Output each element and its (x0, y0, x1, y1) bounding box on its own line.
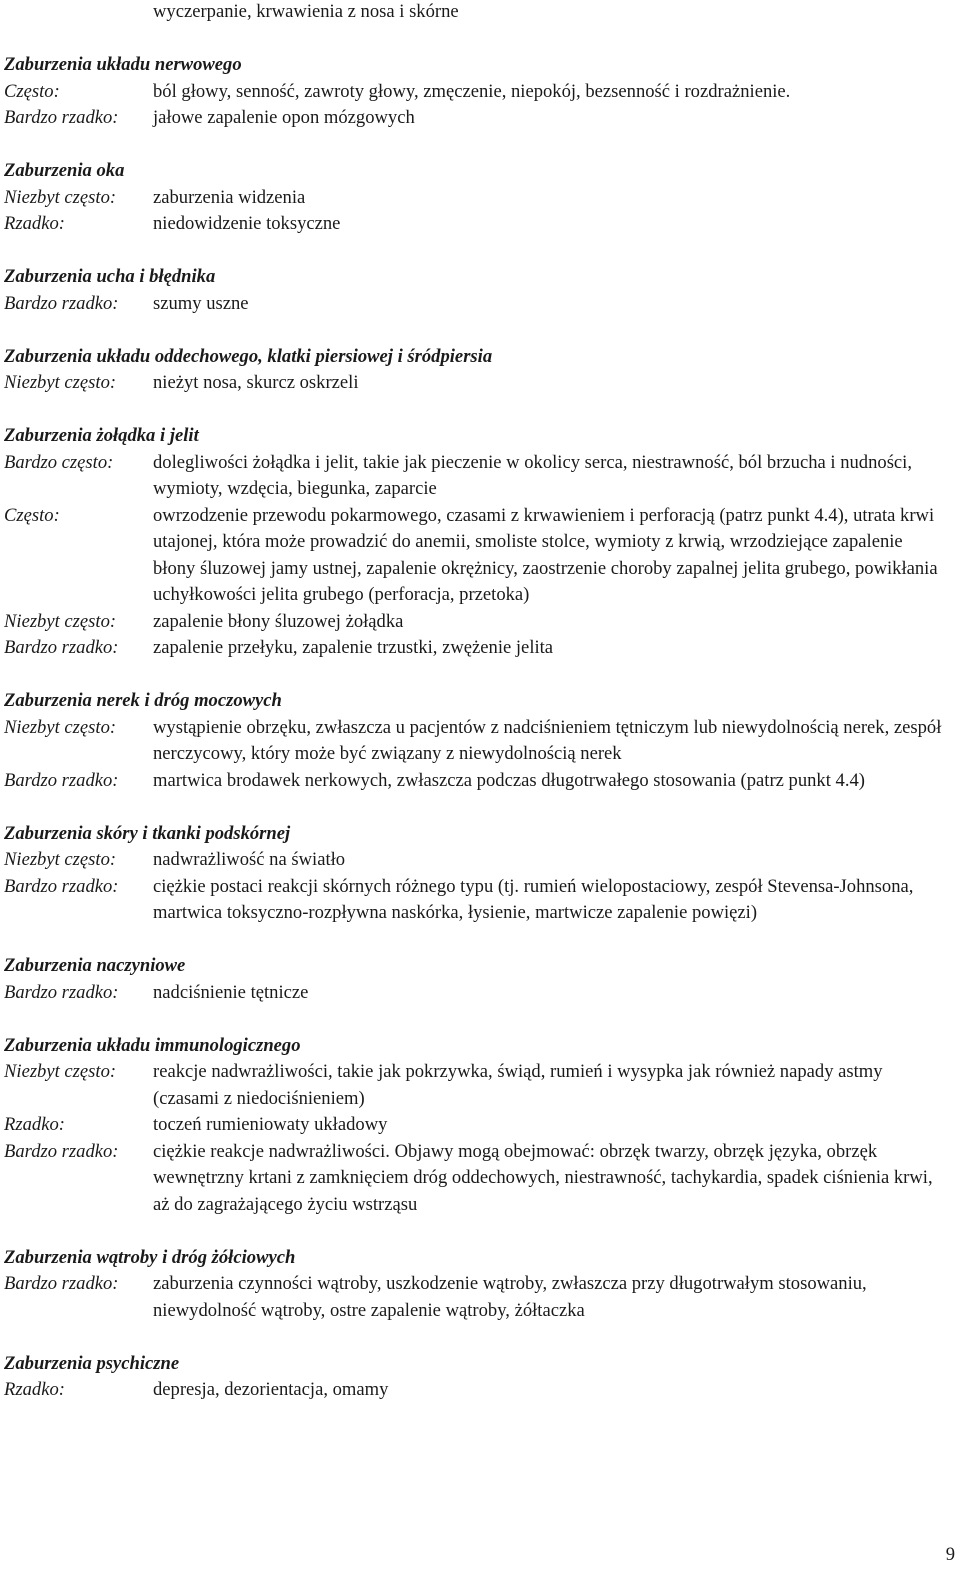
effect-description: nieżyt nosa, skurcz oskrzeli (153, 372, 359, 393)
effect-description: zapalenie przełyku, zapalenie trzustki, zwężenie jelita (153, 637, 554, 658)
effect-description: ciężkie postaci reakcji skórnych różnego typu (tj. rumień wielopostaciowy, zespół Stevensa-Johnsona, martwica toksyczno-rozpływna naskórka, łysienie, martwicze zapalenie powięzi) (153, 875, 914, 923)
effect-description: ciężkie reakcje nadwrażliwości. Objawy mogą obejmować: obrzęk twarzy, obrzęk języka, obrzęk wewnętrzny krtani z zamknięciem dróg oddechowych, niestrawność, tachykardia, spadek ciśnienia krwi, aż do zagrażającego życiu wstrząsu (153, 1140, 933, 1215)
effect-description: wystąpienie obrzęku, zwłaszcza u pacjentów z nadciśnieniem tętniczym lub niewydolnością nerek, zespół nerczycowy, który może być związany z niewydolnością nerek (153, 716, 942, 764)
effect-description: depresja, dezorientacja, omamy (153, 1379, 389, 1400)
section-heading: Zaburzenia układu oddechowego, klatki piersiowej i śródpiersia (4, 345, 493, 367)
effect-description: reakcje nadwrażliwości, takie jak pokrzywka, świąd, rumień i wysypka jak również napady astmy (czasami z niedociśnieniem) (153, 1061, 883, 1109)
frequency-entry (4, 1139, 954, 1219)
effect-description: nadwrażliwość na światło (153, 849, 346, 870)
frequency-label: Niezbyt często: (4, 372, 117, 393)
effect-description: zaburzenia widzenia (153, 186, 306, 208)
section (4, 1351, 954, 1404)
section (4, 344, 954, 397)
page-number: 9 (945, 1543, 955, 1565)
section-heading: Zaburzenia układu immunologicznego (4, 1034, 301, 1056)
frequency-entry (4, 609, 954, 636)
frequency-entry (4, 874, 954, 927)
effect-description: szumy uszne (153, 292, 249, 314)
frequency-entry (4, 1377, 954, 1404)
frequency-label: Niezbyt często: (4, 186, 117, 208)
frequency-label: Rzadko: (4, 1114, 65, 1135)
section (4, 264, 954, 317)
frequency-label: Bardzo rzadko: (4, 107, 119, 128)
frequency-label: Niezbyt często: (4, 610, 117, 632)
section-heading: Zaburzenia psychiczne (4, 1352, 180, 1374)
frequency-label: Bardzo rzadko: (4, 637, 119, 658)
frequency-label: Niezbyt często: (4, 849, 117, 870)
frequency-label: Bardzo rzadko: (4, 875, 119, 897)
frequency-entry (4, 450, 954, 503)
frequency-entry (4, 847, 954, 874)
section-heading: Zaburzenia wątroby i dróg żółciowych (4, 1246, 296, 1268)
effect-description: nadciśnienie tętnicze (153, 981, 309, 1003)
frequency-label: Bardzo rzadko: (4, 1140, 119, 1162)
section (4, 688, 954, 794)
frequency-label: Niezbyt często: (4, 716, 117, 738)
frequency-label: Często: (4, 80, 60, 102)
effect-description: ból głowy, senność, zawroty głowy, zmęczenie, niepokój, bezsenność i rozdrażnienie. (153, 80, 791, 102)
effect-description: zaburzenia czynności wątroby, uszkodzenie wątroby, zwłaszcza przy długotrwałym stosowaniu, niewydolność wątroby, ostre zapalenie wątroby, żółtaczka (153, 1273, 867, 1321)
section-heading: Zaburzenia żołądka i jelit (4, 425, 199, 446)
frequency-entry (4, 1059, 954, 1112)
section-heading: Zaburzenia naczyniowe (4, 955, 186, 976)
section (4, 1033, 954, 1219)
continued-text: wyczerpanie, krwawienia z nosa i skórne (153, 1, 459, 22)
frequency-entry (4, 370, 954, 397)
frequency-entry (4, 1271, 954, 1324)
frequency-entry (4, 768, 954, 795)
section-heading: Zaburzenia nerek i dróg moczowych (4, 690, 282, 711)
effect-description: owrzodzenie przewodu pokarmowego, czasami z krwawieniem i perforacją (patrz punkt 4.4), utrata krwi utajonej, która może prowadzić do anemii, smoliste stolce, wymioty z krwią, wrzodziejące zapalenie błony śluzowej jamy ustnej, zapalenie okrężnicy, zaostrzenie choroby zapalnej jelita grubego, powikłania uchyłkowości jelita grubego (perforacja, przetoka) (153, 504, 938, 605)
section (4, 1245, 954, 1325)
effect-description: niedowidzenie toksyczne (153, 213, 341, 234)
section-heading: Zaburzenia oka (4, 160, 125, 181)
frequency-entry (4, 635, 954, 662)
section (4, 158, 954, 238)
frequency-label: Bardzo rzadko: (4, 769, 119, 791)
section-heading: Zaburzenia skóry i tkanki podskórnej (4, 822, 291, 844)
frequency-label: Rzadko: (4, 213, 65, 234)
effect-description: martwica brodawek nerkowych, zwłaszcza podczas długotrwałego stosowania (patrz punkt 4.4) (153, 769, 865, 791)
frequency-label: Bardzo rzadko: (4, 292, 119, 314)
effect-description: jałowe zapalenie opon mózgowych (153, 107, 415, 128)
frequency-entry (4, 980, 954, 1007)
frequency-entry (4, 1112, 954, 1139)
frequency-entry (4, 79, 954, 106)
effect-description: toczeń rumieniowaty układowy (153, 1114, 388, 1135)
frequency-label: Często: (4, 504, 60, 526)
effect-description: dolegliwości żołądka i jelit, takie jak pieczenie w okolicy serca, niestrawność, ból brzucha i nudności, wymioty, wzdęcia, biegunka, zaparcie (153, 451, 912, 499)
frequency-label: Niezbyt często: (4, 1061, 117, 1082)
frequency-entry (4, 185, 954, 212)
document-page (4, 0, 954, 1404)
frequency-label: Bardzo rzadko: (4, 981, 119, 1003)
frequency-entry (4, 105, 954, 132)
adverse-effects-list (4, 52, 954, 1404)
frequency-entry (4, 503, 954, 609)
frequency-entry (4, 291, 954, 318)
effect-description: zapalenie błony śluzowej żołądka (153, 610, 404, 632)
section-heading: Zaburzenia ucha i błędnika (4, 266, 216, 287)
section (4, 423, 954, 662)
section (4, 953, 954, 1006)
frequency-entry (4, 715, 954, 768)
section (4, 821, 954, 927)
frequency-label: Rzadko: (4, 1379, 65, 1400)
section-heading: Zaburzenia układu nerwowego (4, 54, 242, 75)
frequency-label: Bardzo często: (4, 451, 114, 473)
frequency-label: Bardzo rzadko: (4, 1273, 119, 1294)
frequency-entry (4, 211, 954, 238)
section (4, 52, 954, 132)
